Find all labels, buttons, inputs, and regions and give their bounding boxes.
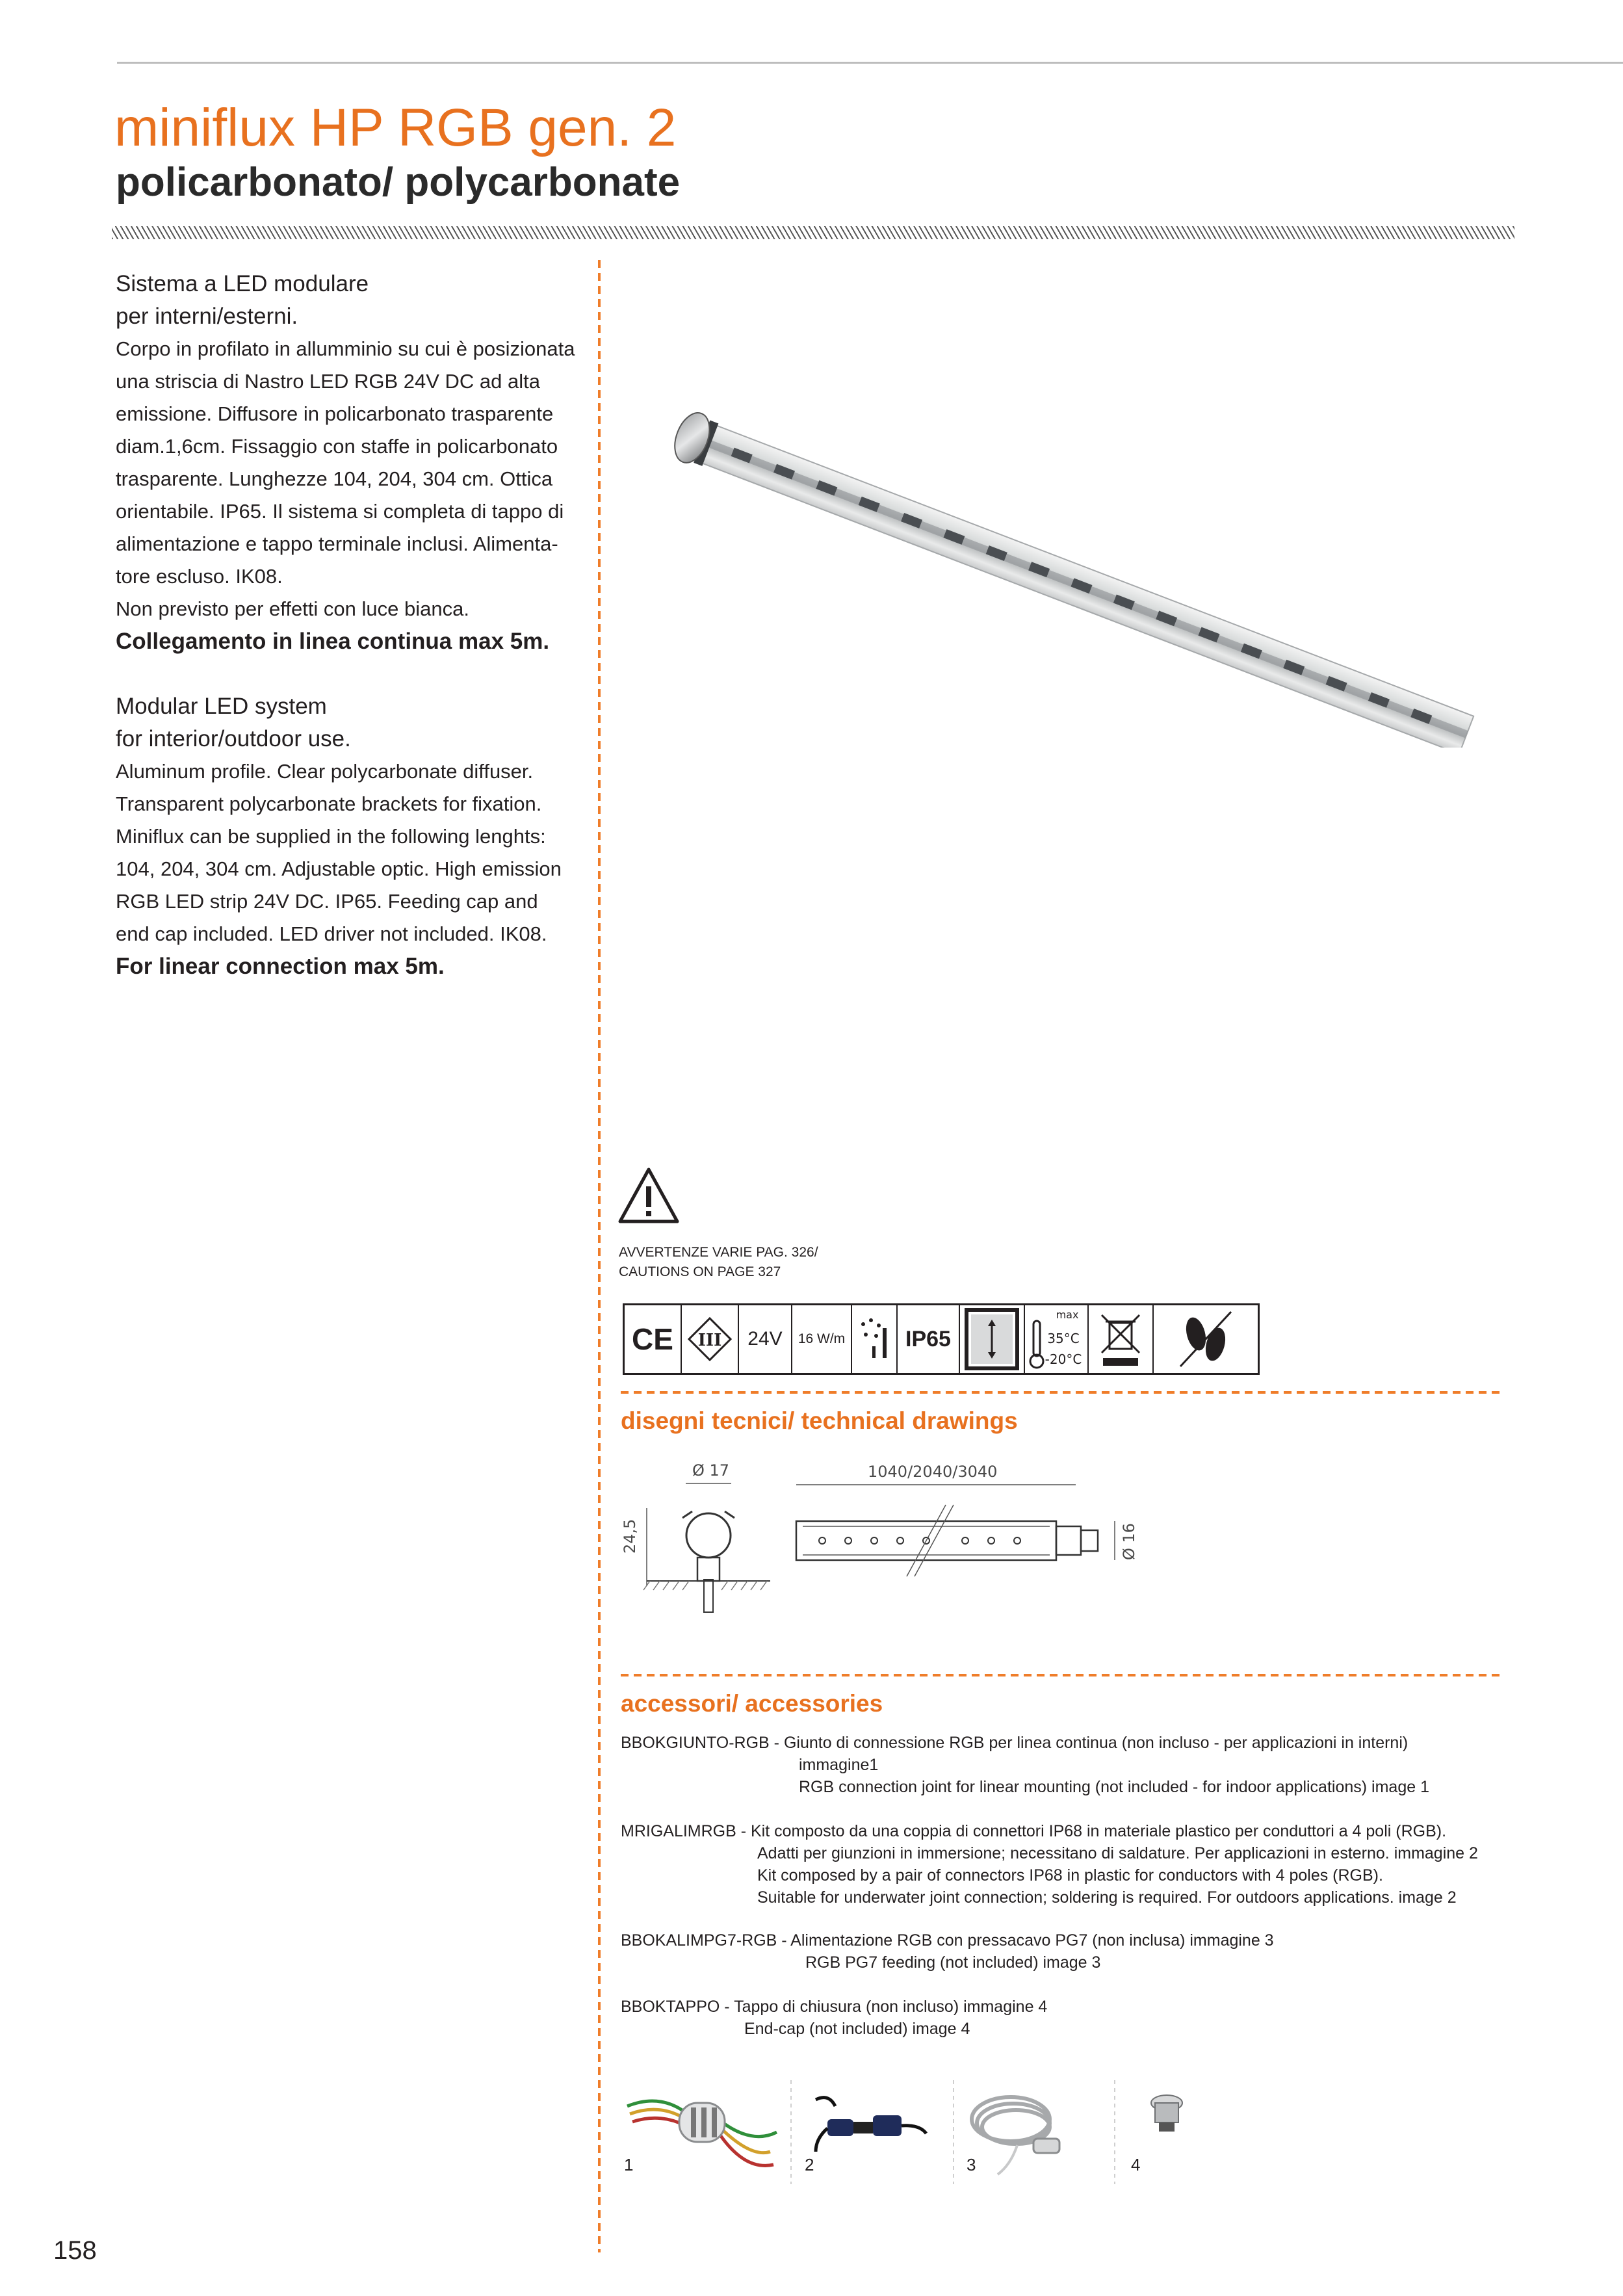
description-en-line: end cap included. LED driver not included. IK08. [116, 922, 547, 945]
accessory-image-number: 2 [805, 2155, 814, 2174]
technical-drawing [621, 1456, 1154, 1625]
description-it-line: tore escluso. IK08. [116, 565, 283, 588]
description-it-line: diam.1,6cm. Fissaggio con staffe in policarbonato [116, 435, 558, 458]
page-number: 158 [53, 2236, 97, 2265]
accessory-line: RGB PG7 feeding (not included) image 3 [805, 1953, 1101, 1972]
accessory-line: End-cap (not included) image 4 [744, 2020, 970, 2038]
accessory-line: BBOKGIUNTO-RGB - Giunto di connessione RGB per linea continua (non incluso - per applicazioni in interni) [621, 1734, 1409, 1752]
temperature-range-icon [1025, 1305, 1089, 1373]
accessory-line: immagine1 [799, 1756, 879, 1774]
description-en-bold: For linear connection max 5m. [116, 954, 445, 979]
certification-strip [623, 1303, 1260, 1375]
accessory-image-number: 1 [624, 2155, 634, 2174]
description-it-line: trasparente. Lunghezze 104, 204, 304 cm. Ottica [116, 467, 553, 490]
description-it-heading-1: Sistema a LED modulare [116, 271, 369, 296]
voltage-badge: 24V [739, 1305, 792, 1373]
description-en-line: RGB LED strip 24V DC. IP65. Feeding cap and [116, 890, 538, 913]
accessory-image-number: 4 [1131, 2155, 1141, 2174]
class-iii-icon [682, 1305, 739, 1373]
accessory-item [621, 1732, 1429, 1798]
walk-over-icon [1154, 1305, 1258, 1373]
description-it-line: una striscia di Nastro LED RGB 24V DC ad alta [116, 370, 540, 393]
temp-max-label: max [1056, 1309, 1079, 1321]
accessory-item [621, 1929, 1274, 1974]
temp-min-value: -20°C [1045, 1351, 1082, 1367]
product-photo [640, 384, 1492, 748]
accessory-item [621, 1820, 1478, 1909]
page-subtitle: policarbonato/ polycarbonate [116, 160, 681, 205]
temp-max-value: 35°C [1047, 1331, 1080, 1346]
accessory-item [621, 1996, 1047, 2040]
power-badge: 16 W/m [792, 1305, 852, 1373]
joint-connector-icon [627, 2101, 777, 2165]
accessory-line: BBOKALIMPG7-RGB - Alimentazione RGB con pressacavo PG7 (non inclusa) immagine 3 [621, 1931, 1274, 1950]
warning-line-en: CAUTIONS ON PAGE 327 [619, 1264, 781, 1279]
accessories-divider [621, 1674, 1505, 1676]
page-title: miniflux HP RGB gen. 2 [114, 98, 677, 157]
description-en-line: Transparent polycarbonate brackets for fixation. [116, 792, 542, 815]
ip65-badge: IP65 [898, 1305, 960, 1373]
drawings-title: disegni tecnici/ technical drawings [621, 1407, 1018, 1434]
top-rule [117, 62, 1623, 64]
description-en-heading-2: for interior/outdoor use. [116, 726, 351, 751]
cable-coil-icon [972, 2097, 1059, 2174]
description-it-heading-2: per interni/esterni. [116, 304, 298, 329]
description-column [116, 268, 587, 983]
description-it-line: Corpo in profilato in allumminio su cui è posizionata [116, 337, 575, 360]
class-iii-label: III [697, 1331, 722, 1350]
mounting-surface-icon [960, 1305, 1025, 1373]
accessory-line: RGB connection joint for linear mounting (not included - for indoor applications) image 1 [799, 1778, 1429, 1796]
indoor-outdoor-icon [852, 1305, 898, 1373]
accessory-image-number: 3 [967, 2155, 976, 2174]
diameter-side-label: Ø 16 [1120, 1522, 1138, 1560]
drawings-divider [621, 1391, 1505, 1394]
hatch-divider [112, 226, 1514, 239]
accessory-line: Kit composed by a pair of connectors IP68 in plastic for conductors with 4 poles (RGB). [757, 1866, 1383, 1885]
warning-line-it: AVVERTENZE VARIE PAG. 326/ [619, 1245, 818, 1260]
description-it-line: alimentazione e tappo terminale inclusi. Alimenta- [116, 532, 558, 555]
ce-mark-icon: CE [625, 1305, 682, 1373]
accessories-title: accessori/ accessories [621, 1690, 883, 1717]
weee-bin-icon [1089, 1305, 1154, 1373]
ip68-connector-icon [816, 2098, 926, 2152]
warning-text [619, 1243, 818, 1282]
vertical-dashed-divider [598, 260, 601, 2252]
description-en-line: 104, 204, 304 cm. Adjustable optic. High emission [116, 857, 562, 880]
accessory-line: BBOKTAPPO - Tappo di chiusura (non incluso) immagine 4 [621, 1998, 1048, 2016]
description-it-bold: Collegamento in linea continua max 5m. [116, 629, 550, 654]
accessory-line: MRIGALIMRGB - Kit composto da una coppia di connettori IP68 in materiale plastico per conduttori a 4 poli (RGB). [621, 1822, 1447, 1840]
accessory-line: Adatti per giunzioni in immersione; necessitano di saldature. Per applicazioni in esterno. immagine 2 [757, 1844, 1478, 1862]
warning-icon [617, 1167, 680, 1224]
diameter-top-label: Ø 17 [692, 1461, 730, 1480]
description-en-heading-1: Modular LED system [116, 694, 327, 719]
end-cap-icon [1151, 2095, 1182, 2132]
height-label: 24,5 [621, 1519, 639, 1554]
accessory-line: Suitable for underwater joint connection; soldering is required. For outdoors applications. image 2 [757, 1888, 1457, 1907]
description-en-line: Aluminum profile. Clear polycarbonate diffuser. [116, 760, 534, 783]
description-it-line: Non previsto per effetti con luce bianca. [116, 597, 469, 620]
lengths-label: 1040/2040/3040 [868, 1463, 998, 1481]
description-it-line: emissione. Diffusore in policarbonato trasparente [116, 402, 554, 425]
description-en-line: Miniflux can be supplied in the following lenghts: [116, 825, 546, 848]
description-it-line: orientabile. IP65. Il sistema si completa di tappo di [116, 500, 564, 523]
